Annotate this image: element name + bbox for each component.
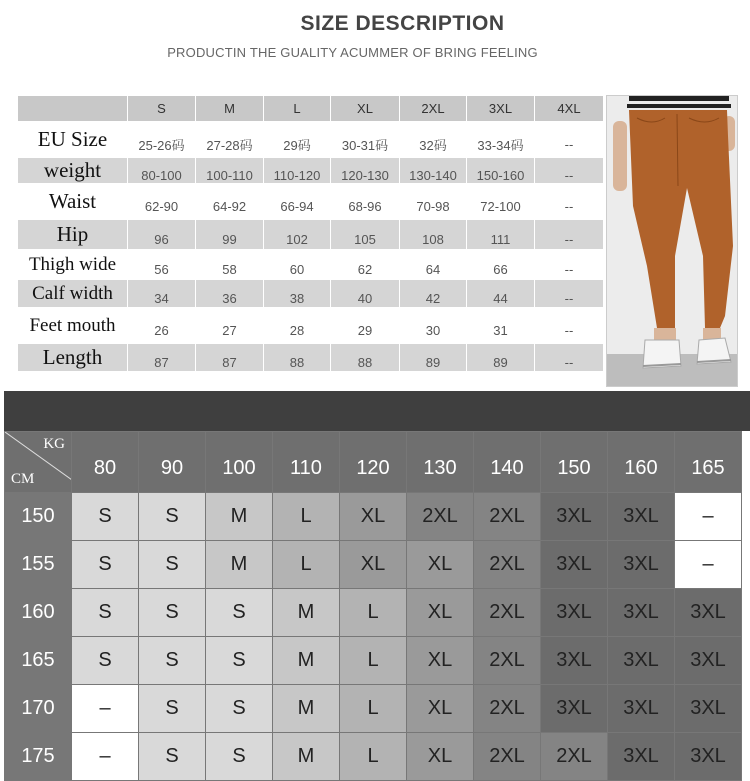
size-cell: -- [535,184,604,220]
size-cell: 28 [264,308,331,344]
size-recommendation-cell: – [675,541,742,589]
size-column-header: XL [331,96,400,122]
size-recommendation-cell: L [340,685,407,733]
size-cell: 44 [467,280,535,308]
size-recommendation-cell: 3XL [608,589,675,637]
size-row [18,280,604,308]
product-photo [606,95,738,387]
size-recommendation-cell: L [273,541,340,589]
size-recommendation-cell: S [139,733,206,781]
size-row-label: Feet mouth [18,308,128,344]
size-recommendation-cell: XL [407,733,474,781]
weight-header-cell: 160 [608,432,675,493]
size-row-label: weight [18,158,128,184]
size-cell: 70-98 [400,184,467,220]
size-cell: 64-92 [196,184,264,220]
page-title: SIZE DESCRIPTION [300,12,505,35]
size-row-label: Waist [18,184,128,220]
size-recommendation-cell: M [206,493,273,541]
size-cell: 130-140 [400,158,467,184]
weight-header-cell: 140 [474,432,541,493]
size-recommendation-cell: 3XL [608,637,675,685]
size-row-label: EU Size [18,122,128,158]
weight-header-cell: 90 [139,432,206,493]
size-row [18,220,604,250]
weight-header-cell: 130 [407,432,474,493]
size-cell: 105 [331,220,400,250]
size-recommendation-cell: 3XL [541,685,608,733]
size-cell: -- [535,250,604,280]
size-column-header: 4XL [535,96,604,122]
weight-header-cell: 110 [273,432,340,493]
chart-row [5,589,742,637]
size-recommendation-cell: S [206,589,273,637]
size-recommendation-cell: S [72,637,139,685]
size-recommendation-cell: S [139,589,206,637]
size-row [18,344,604,372]
size-recommendation-cell: S [139,685,206,733]
size-column-header: L [264,96,331,122]
size-column-header: S [128,96,196,122]
size-recommendation-cell: 2XL [407,493,474,541]
size-row-label: Calf width [18,280,128,308]
height-header-cell: 170 [5,685,72,733]
height-header-cell: 165 [5,637,72,685]
size-cell: 60 [264,250,331,280]
size-cell: 27 [196,308,264,344]
size-cell: 27-28码 [196,122,264,158]
size-recommendation-cell: XL [407,637,474,685]
chart-row [5,541,742,589]
size-column-header: 3XL [467,96,535,122]
size-recommendation-cell: 3XL [675,685,742,733]
size-recommendation-cell: 2XL [474,541,541,589]
size-recommendation-cell: 3XL [541,541,608,589]
size-cell: -- [535,280,604,308]
size-cell: 30 [400,308,467,344]
size-recommendation-cell: L [340,589,407,637]
size-recommendation-cell: 2XL [541,733,608,781]
size-cell: 108 [400,220,467,250]
size-corner-cell [18,96,128,122]
size-cell: 99 [196,220,264,250]
size-cell: 62-90 [128,184,196,220]
size-row-label: Length [18,344,128,372]
size-cell: 68-96 [331,184,400,220]
size-recommendation-cell: 3XL [541,637,608,685]
chart-row [5,685,742,733]
size-header-row [18,96,604,122]
size-recommendation-cell: – [675,493,742,541]
size-recommendation-cell: M [206,541,273,589]
size-recommendation-cell: 3XL [541,589,608,637]
size-recommendation-cell: L [273,493,340,541]
cm-label: CM [11,471,35,487]
size-row-label: Hip [18,220,128,250]
size-recommendation-cell: 3XL [608,733,675,781]
page-subtitle: PRODUCTIN THE GUALITY ACUMMER OF BRING FEELING [167,45,538,60]
size-cell: 88 [264,344,331,372]
size-row [18,308,604,344]
size-cell: 42 [400,280,467,308]
size-cell: 89 [467,344,535,372]
size-cell: 30-31码 [331,122,400,158]
size-recommendation-cell: 3XL [608,541,675,589]
size-recommendation-cell: 3XL [608,685,675,733]
size-row [18,158,604,184]
size-cell: 87 [128,344,196,372]
size-recommendation-cell: 3XL [675,637,742,685]
size-cell: 62 [331,250,400,280]
size-recommendation-cell: M [273,589,340,637]
size-cell: 110-120 [264,158,331,184]
size-recommendation-cell: 2XL [474,637,541,685]
height-header-cell: 175 [5,733,72,781]
size-recommendation-cell: 2XL [474,493,541,541]
size-cell: -- [535,308,604,344]
size-cell: 25-26码 [128,122,196,158]
height-header-cell: 160 [5,589,72,637]
size-recommendation-cell: 2XL [474,733,541,781]
size-cell: 58 [196,250,264,280]
size-cell: 66-94 [264,184,331,220]
height-header-cell: 155 [5,541,72,589]
size-row [18,122,604,158]
size-recommendation-cell: S [206,733,273,781]
size-recommendation-cell: 3XL [541,493,608,541]
size-cell: -- [535,220,604,250]
size-cell: 66 [467,250,535,280]
size-recommendation-cell: L [340,637,407,685]
chart-row [5,493,742,541]
weight-header-cell: 120 [340,432,407,493]
size-recommendation-cell: – [72,685,139,733]
size-recommendation-cell: M [273,733,340,781]
size-cell: 36 [196,280,264,308]
size-recommendation-cell: M [273,685,340,733]
size-recommendation-cell: S [72,589,139,637]
size-row [18,184,604,220]
size-cell: 72-100 [467,184,535,220]
size-recommendation-cell: S [139,493,206,541]
size-recommendation-cell: S [206,637,273,685]
size-cell: 40 [331,280,400,308]
size-cell: 34 [128,280,196,308]
size-cell: 96 [128,220,196,250]
size-cell: 32码 [400,122,467,158]
weight-header-cell: 165 [675,432,742,493]
chart-corner-cell [5,432,72,493]
weight-header-cell: 150 [541,432,608,493]
size-cell: 120-130 [331,158,400,184]
size-cell: 38 [264,280,331,308]
size-recommendation-cell: 3XL [675,733,742,781]
size-cell: 111 [467,220,535,250]
chart-weight-header-row [5,432,742,493]
size-row [18,250,604,280]
size-recommendation-cell: 3XL [675,589,742,637]
size-cell: 29码 [264,122,331,158]
chart-header-band [4,391,750,431]
size-recommendation-cell: 2XL [474,589,541,637]
pants-model-image [607,96,737,386]
size-cell: 80-100 [128,158,196,184]
size-recommendation-cell: S [72,493,139,541]
size-cell: 64 [400,250,467,280]
size-recommendation-cell: S [72,541,139,589]
weight-height-size-chart [4,431,742,781]
size-cell: -- [535,122,604,158]
kg-label: KG [43,436,65,452]
size-recommendation-cell: S [206,685,273,733]
weight-header-cell: 80 [72,432,139,493]
size-row-label: Thigh wide [18,250,128,280]
size-cell: 89 [400,344,467,372]
size-cell: 100-110 [196,158,264,184]
size-recommendation-cell: M [273,637,340,685]
size-recommendation-cell: XL [407,541,474,589]
size-recommendation-cell: XL [340,541,407,589]
arm [613,121,627,191]
size-column-header: 2XL [400,96,467,122]
size-column-header: M [196,96,264,122]
size-recommendation-cell: 3XL [608,493,675,541]
size-cell: 31 [467,308,535,344]
size-cell: 33-34码 [467,122,535,158]
size-cell: 56 [128,250,196,280]
size-cell: 87 [196,344,264,372]
height-header-cell: 150 [5,493,72,541]
size-cell: 102 [264,220,331,250]
size-recommendation-cell: XL [340,493,407,541]
size-cell: 29 [331,308,400,344]
size-recommendation-cell: L [340,733,407,781]
size-recommendation-cell: – [72,733,139,781]
size-description-table [17,95,604,372]
size-recommendation-cell: S [139,541,206,589]
size-cell: 88 [331,344,400,372]
size-cell: 26 [128,308,196,344]
size-cell: -- [535,158,604,184]
size-recommendation-cell: 2XL [474,685,541,733]
chart-row [5,733,742,781]
weight-header-cell: 100 [206,432,273,493]
size-recommendation-cell: S [139,637,206,685]
size-recommendation-cell: XL [407,685,474,733]
size-cell: -- [535,344,604,372]
size-cell: 150-160 [467,158,535,184]
chart-row [5,637,742,685]
size-recommendation-cell: XL [407,589,474,637]
